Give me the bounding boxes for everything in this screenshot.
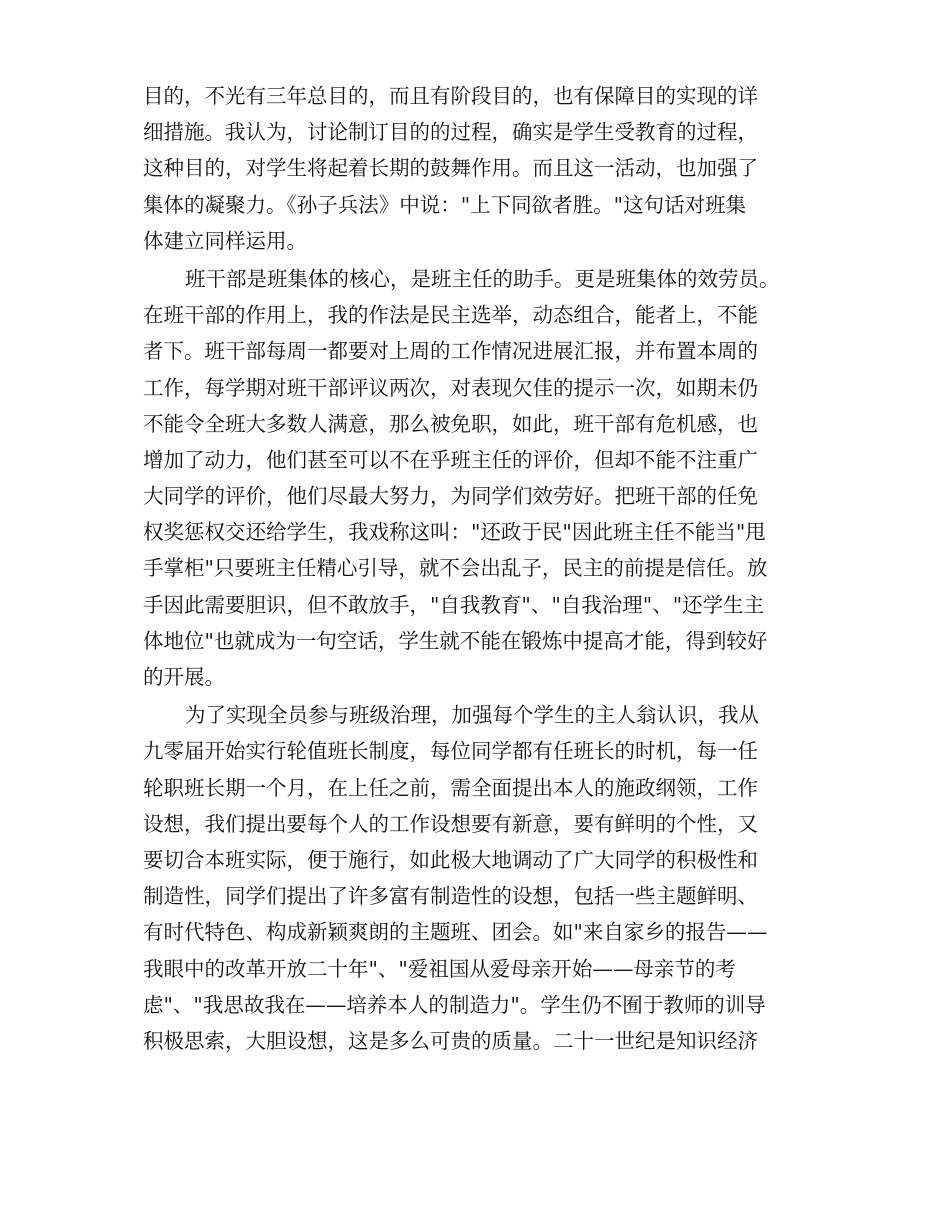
paragraph-line: 虑"、"我思故我在——培养本人的制造力"。学生仍不囿于教师的训导 <box>143 992 766 1017</box>
document-body <box>143 78 833 1059</box>
paragraph-line: 我眼中的改革开放二十年"、"爱祖国从爱母亲开始——母亲节的考 <box>143 956 736 981</box>
paragraph-line: 工作，每学期对班干部评议两次，对表现欠佳的提示一次，如期未仍 <box>143 375 758 400</box>
paragraph-line: 设想，我们提出要每个人的工作设想要有新意，要有鲜明的个性，又 <box>143 811 758 836</box>
paragraph-first-line: 班干部是班集体的核心，是班主任的助手。更是班集体的效劳员。 <box>185 266 780 291</box>
paragraph-line: 细措施。我认为，讨论制订目的的过程，确实是学生受教育的过程， <box>143 120 758 145</box>
paragraph-line: 集体的凝聚力。《孙子兵法》中说："上下同欲者胜。"这句话对班集 <box>143 192 747 217</box>
paragraph-line: 增加了动力，他们甚至可以不在乎班主任的评价，但却不能不注重广 <box>143 447 758 472</box>
paragraph-line: 九零届开始实行轮值班长制度，每位同学都有任班长的时机，每一任 <box>143 739 758 764</box>
paragraph-line: 这种目的，对学生将起着长期的鼓舞作用。而且这一活动，也加强了 <box>143 156 758 181</box>
paragraph-line: 权奖惩权交还给学生，我戏称这叫："还政于民"因此班主任不能当"甩 <box>143 520 766 545</box>
paragraph-2 <box>143 261 833 695</box>
paragraph-line: 要切合本班实际，便于施行，如此极大地调动了广大同学的积极性和 <box>143 847 758 872</box>
paragraph-line: 有时代特色、构成新颖爽朗的主题班、团会。如"来自家乡的报告—— <box>143 920 768 945</box>
paragraph-line: 者下。班干部每周一都要对上周的工作情况进展汇报，并布置本周的 <box>143 339 758 364</box>
paragraph-3 <box>143 697 833 1059</box>
paragraph-line: 目的，不光有三年总目的，而且有阶段目的，也有保障目的实现的详 <box>143 84 758 108</box>
paragraph-line: 体建立同样运用。 <box>143 228 307 253</box>
paragraph-first-line: 为了实现全员参与班级治理，加强每个学生的主人翁认识，我从 <box>185 703 759 728</box>
paragraph-line: 制造性，同学们提出了许多富有制造性的设想，包括一些主题鲜明、 <box>143 884 758 909</box>
paragraph-line: 体地位"也就成为一句空话，学生就不能在锻炼中提高才能，得到较好 <box>143 628 768 653</box>
paragraph-line: 手掌柜"只要班主任精心引导，就不会出乱子，民主的前提是信任。放 <box>143 556 768 581</box>
paragraph-line: 的开展。 <box>143 665 225 689</box>
paragraph-line: 大同学的评价，他们尽最大努力，为同学们效劳好。把班干部的任免 <box>143 484 758 509</box>
paragraph-line: 不能令全班大多数人满意，那么被免职，如此，班干部有危机感，也 <box>143 411 758 436</box>
paragraph-line: 轮职班长期一个月，在上任之前，需全面提出本人的施政纲领，工作 <box>143 775 758 800</box>
paragraph-line: 在班干部的作用上，我的作法是民主选举，动态组合，能者上，不能 <box>143 303 758 328</box>
paragraph-line: 积极思索，大胆设想，这是多么可贵的质量。二十一世纪是知识经济 <box>143 1028 758 1053</box>
paragraph-1 <box>143 78 833 259</box>
paragraph-line: 手因此需要胆识，但不敢放手，"自我教育"、"自我治理"、"还学生主 <box>143 592 765 617</box>
